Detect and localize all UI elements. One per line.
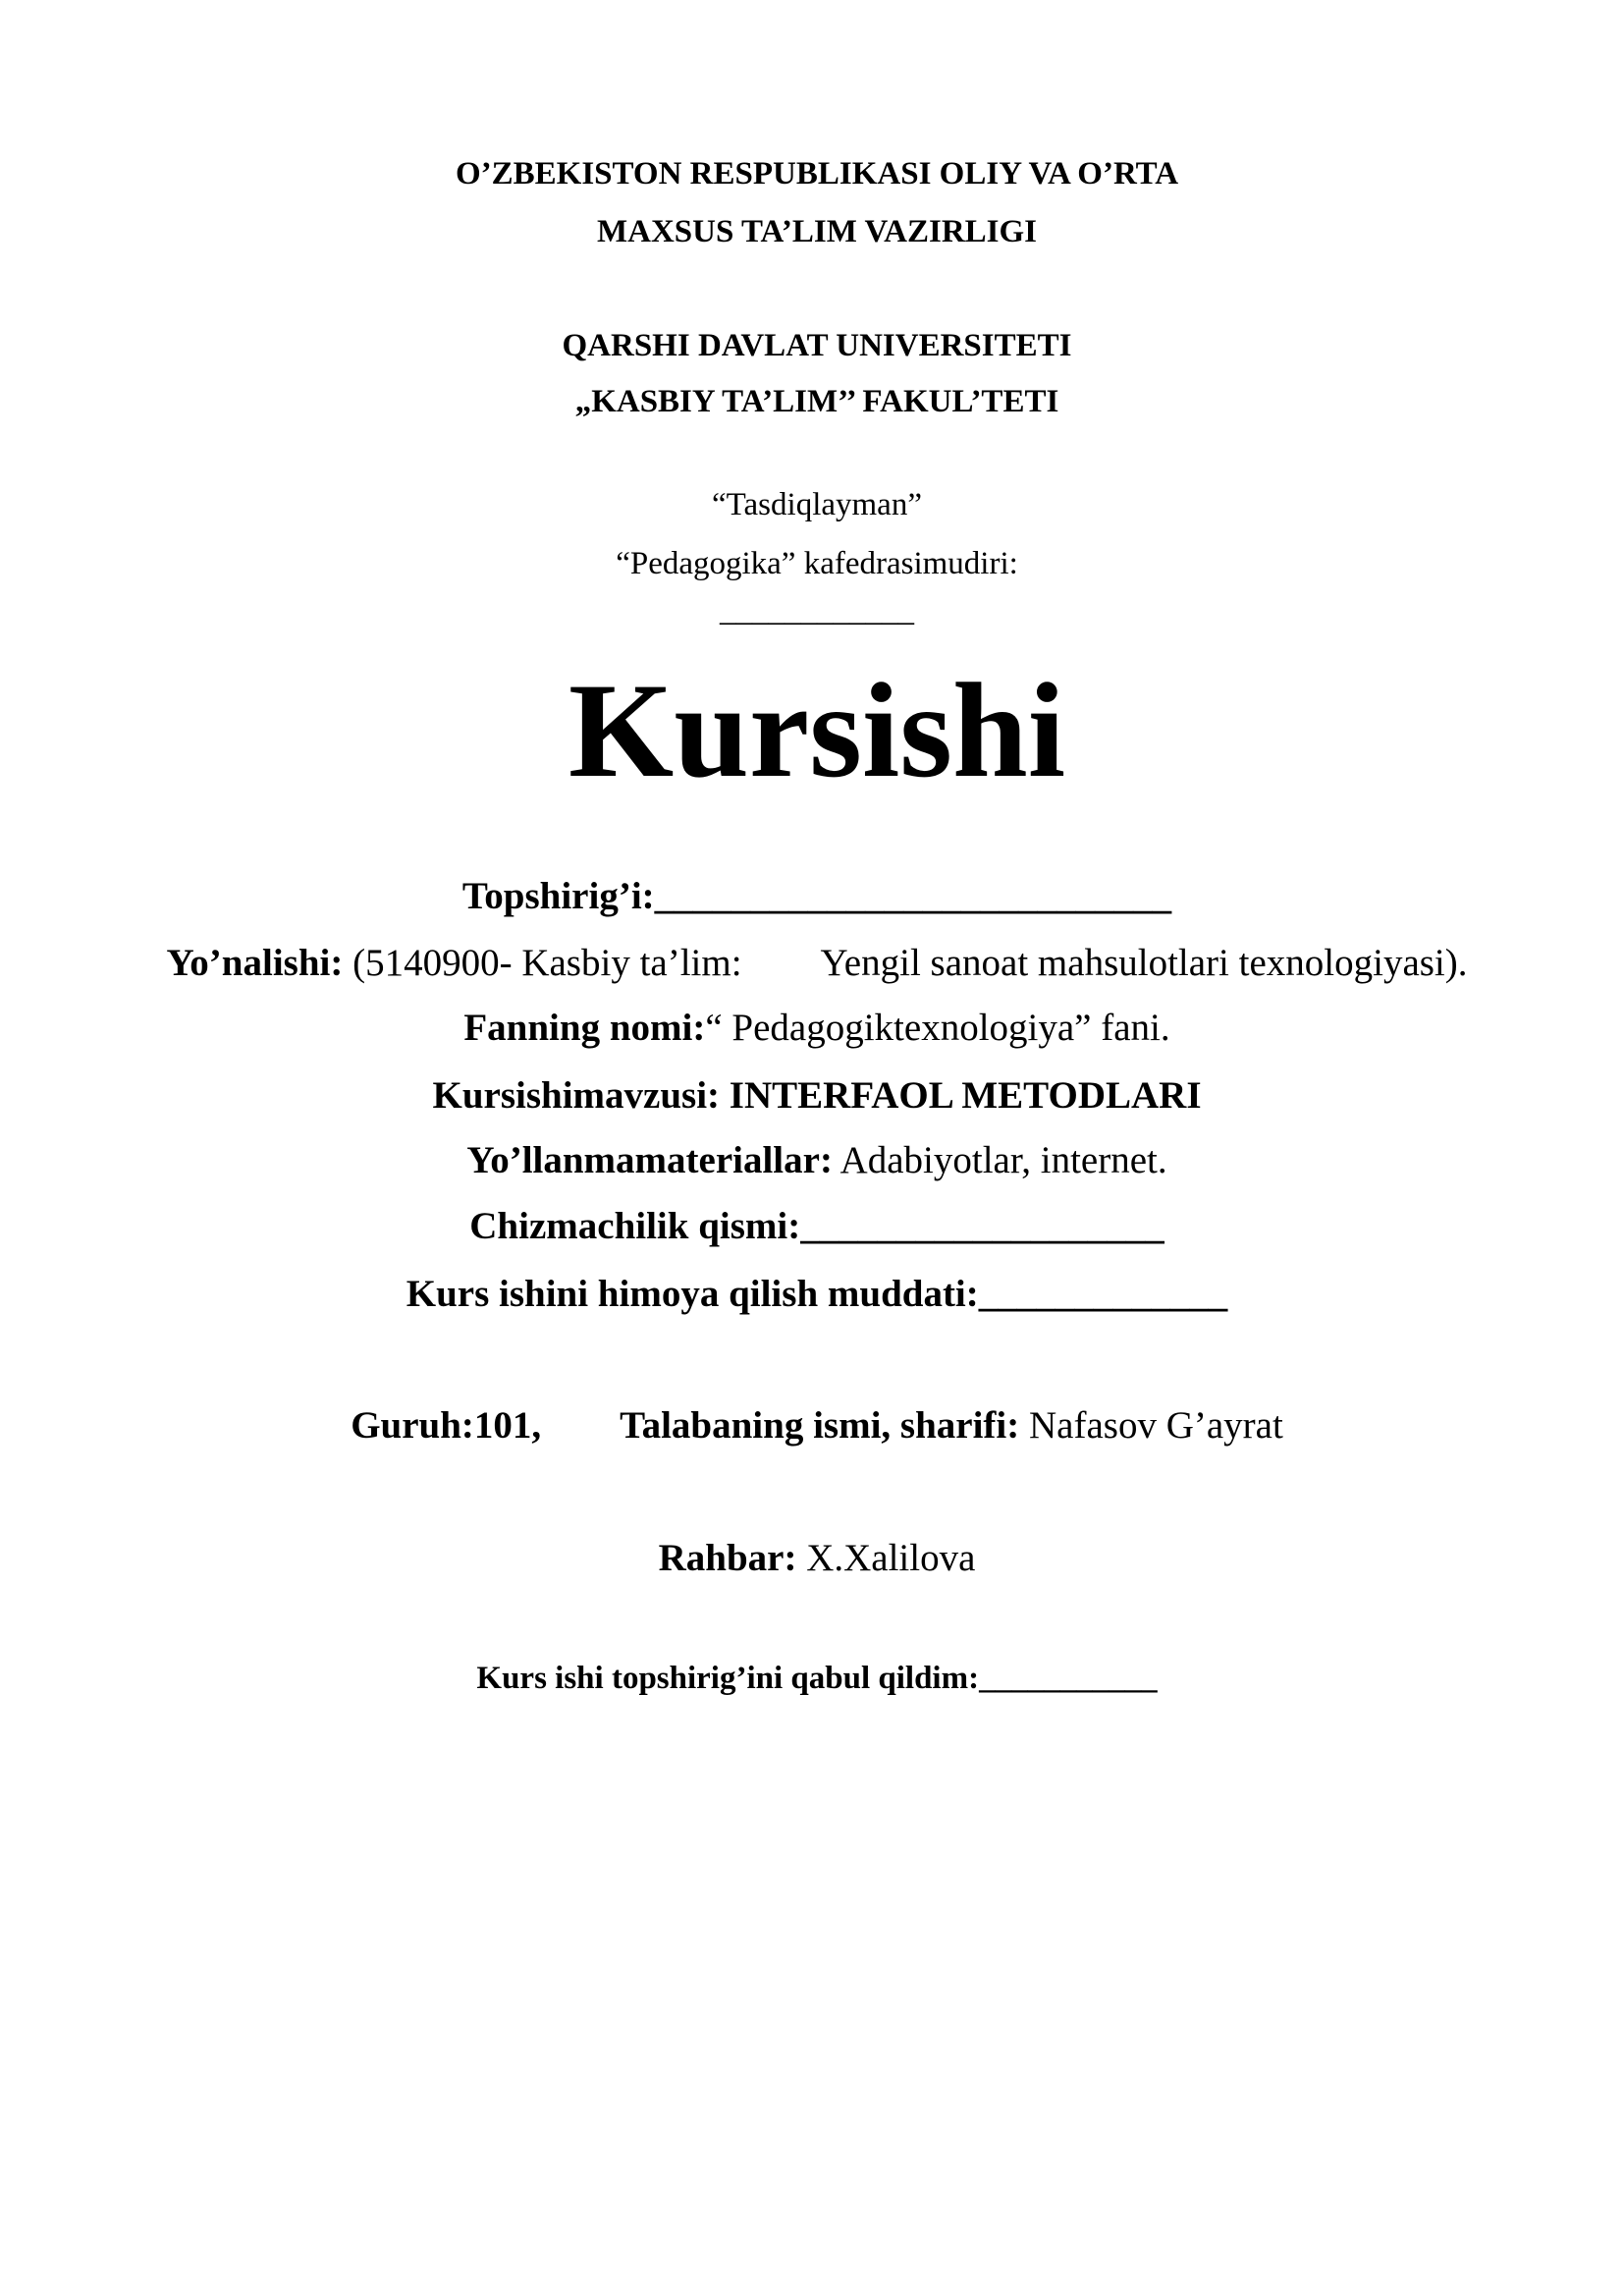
drawing-part-line (147, 1204, 1487, 1250)
direction-label: Yo’nalishi: (166, 942, 344, 984)
student-name-value: Nafasov G’ayrat (1029, 1404, 1283, 1447)
student-name-label: Talabaning ismi, sharifi: (620, 1404, 1020, 1447)
defense-deadline-line (147, 1272, 1487, 1318)
drawing-part-blank: ___________________ (800, 1205, 1164, 1247)
supervisor-label: Rahbar: (658, 1537, 797, 1579)
student-line (147, 1403, 1487, 1449)
assignment-line (147, 874, 1487, 920)
acceptance-line (147, 1660, 1487, 1699)
topic-line (147, 1073, 1487, 1120)
document-title: Kursishi (568, 655, 1066, 805)
acceptance-label: Kurs ishi topshirig’ini qabul qildim: (476, 1661, 980, 1696)
student-group: Guruh:101, (351, 1404, 542, 1447)
direction-name: Yengil sanoat mahsulotlari texnologiyasi). (820, 942, 1468, 984)
materials-line (147, 1138, 1487, 1184)
defense-deadline-label: Kurs ishini himoya qilish muddati: (406, 1273, 979, 1315)
drawing-part-label: Chizmachilik qismi: (469, 1205, 801, 1247)
faculty-name: „KASBIY TA’LIM’’ FAKUL’TETI (574, 384, 1059, 419)
acceptance-blank: ___________ (979, 1661, 1158, 1696)
supervisor-line (147, 1536, 1487, 1582)
assignment-label: Topshirig’i: (461, 875, 655, 917)
subject-value: “ Pedagogiktexnologiya” fani. (705, 1007, 1170, 1049)
supervisor-value: X.Xalilova (806, 1537, 976, 1579)
direction-line (147, 941, 1487, 987)
materials-value: Adabiyotlar, internet. (839, 1139, 1167, 1181)
topic-value: INTERFAOL METODLARI (729, 1074, 1202, 1117)
topic-label: Kursishimavzusi: (432, 1074, 721, 1117)
assignment-blank: ___________________________ (654, 875, 1172, 917)
approval-title: “Tasdiqlayman” (712, 487, 922, 522)
ministry-line-1: O’ZBEKISTON RESPUBLIKASI OLIY VA O’RTA (455, 156, 1179, 191)
materials-label: Yo’llanmamateriallar: (466, 1139, 833, 1181)
university-name: QARSHI DAVLAT UNIVERSITETI (562, 328, 1072, 363)
direction-code: (5140900- Kasbiy ta’lim: (352, 942, 742, 984)
ministry-line-2: MAXSUS TA’LIM VAZIRLIGI (596, 214, 1038, 249)
defense-deadline-blank: _____________ (978, 1273, 1228, 1315)
subject-line (147, 1006, 1487, 1052)
subject-label: Fanning nomi: (463, 1007, 706, 1049)
signature-line: ____________ (720, 593, 914, 629)
approval-position: “Pedagogika” kafedrasimudiri: (616, 546, 1018, 581)
